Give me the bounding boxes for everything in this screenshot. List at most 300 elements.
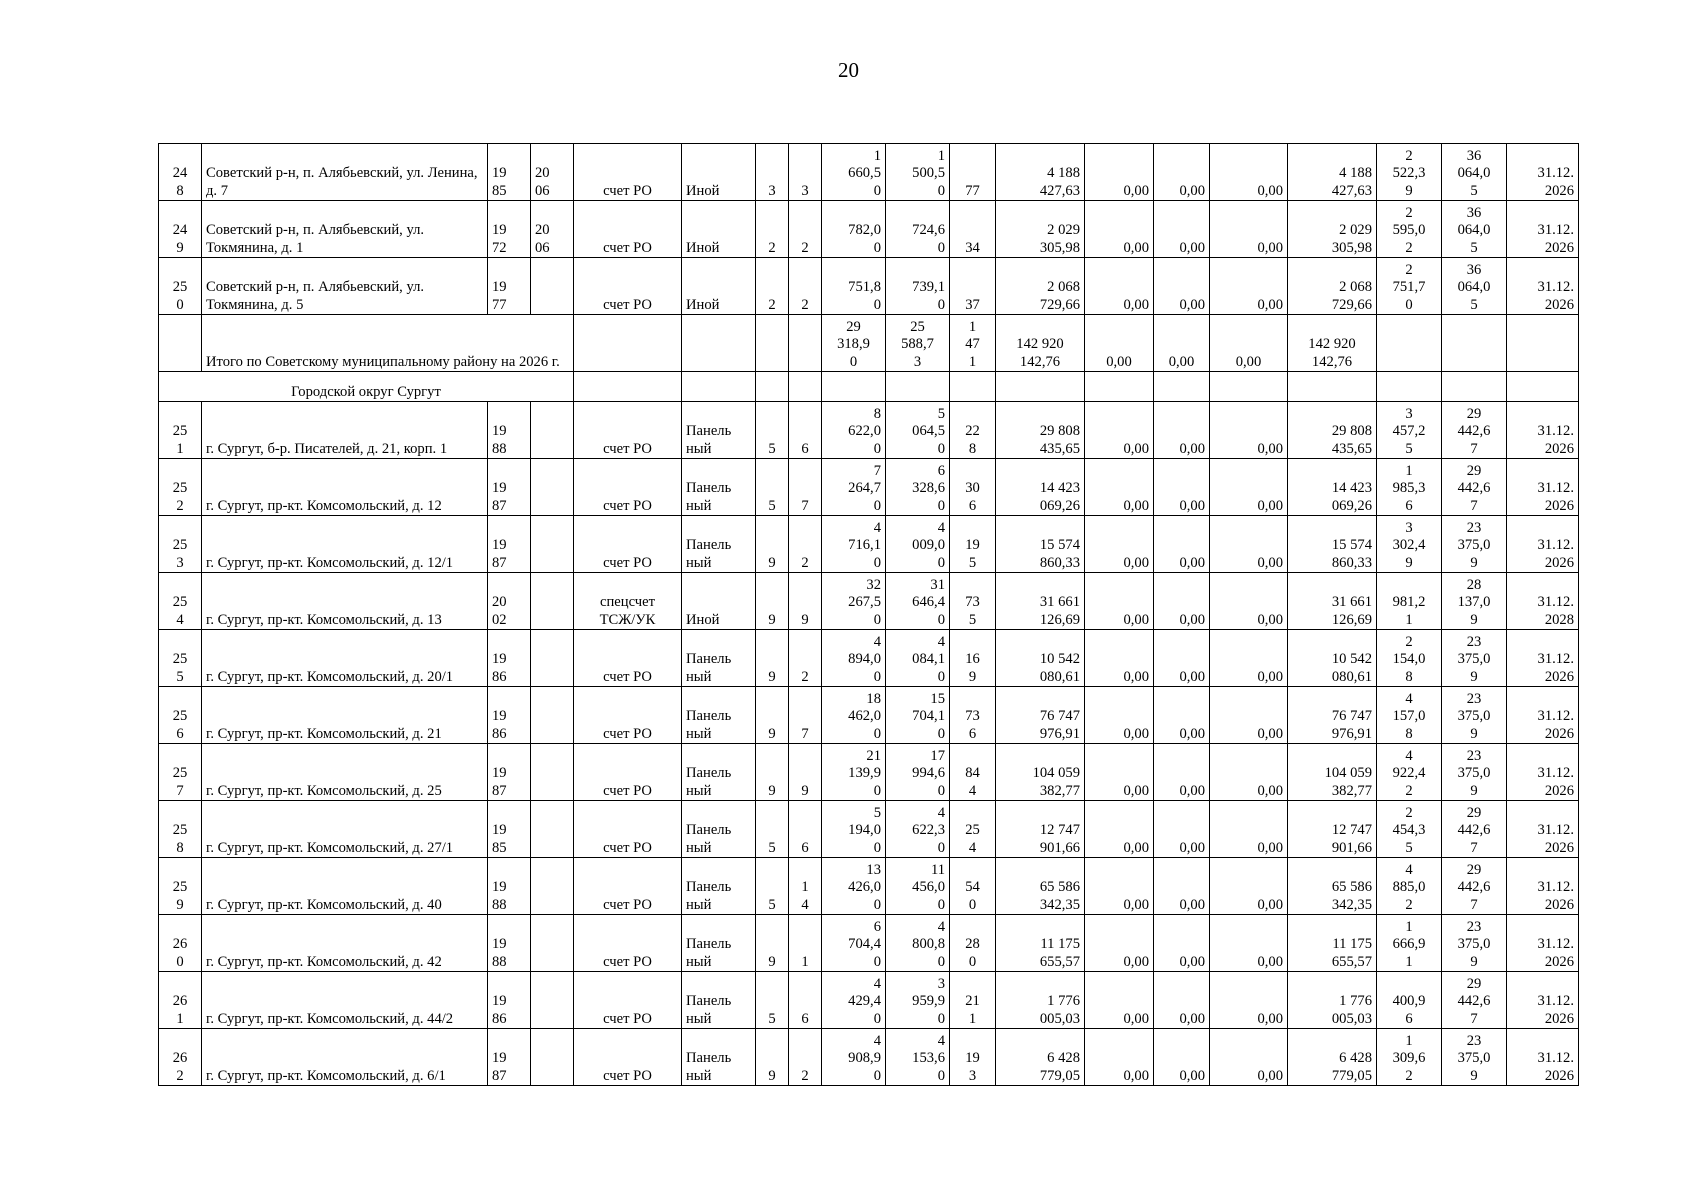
total-area-cell: 751,8 0: [822, 258, 886, 315]
total-area-cell: 8 622,0 0: [822, 402, 886, 459]
cost-regional-cell: 0,00: [1154, 459, 1210, 516]
deadline-cell: 31.12. 2026: [1507, 258, 1579, 315]
table-row: [159, 858, 1579, 915]
year-built-cell: 20 02: [488, 573, 531, 630]
empty-cell: [1210, 372, 1288, 402]
table-row: [159, 1029, 1579, 1086]
unit-cost-cell: 2 522,3 9: [1377, 144, 1442, 201]
unit-cost-limit-cell: 29 442,6 7: [1442, 858, 1507, 915]
row-number-cell: 26 0: [159, 915, 202, 972]
address-cell: Советский р-н, п. Алябьевский, ул. Ленина, д. 7: [202, 144, 488, 201]
cost-total-cell: 10 542 080,61: [996, 630, 1085, 687]
cost-total-cell: 14 423 069,26: [996, 459, 1085, 516]
row-number-cell: 25 7: [159, 744, 202, 801]
cost-owners-cell: 2 029 305,98: [1288, 201, 1377, 258]
year-built-cell: 19 85: [488, 144, 531, 201]
cost-owners-cell: 4 188 427,63: [1288, 144, 1377, 201]
fund-method-cell: счет РО: [574, 516, 682, 573]
year-privatization-cell: [531, 744, 574, 801]
cost-owners-cell: 15 574 860,33: [1288, 516, 1377, 573]
empty-cell: [574, 372, 682, 402]
cost-regional-cell: 0,00: [1154, 801, 1210, 858]
cost-regional-cell: 0,00: [1154, 1029, 1210, 1086]
unit-cost-cell: 3 302,4 9: [1377, 516, 1442, 573]
entrances-cell: 3: [789, 144, 822, 201]
residents-cell: 19 3: [950, 1029, 996, 1086]
deadline-cell: 31.12. 2028: [1507, 573, 1579, 630]
living-area-cell: 739,1 0: [886, 258, 950, 315]
fund-method-cell: счет РО: [574, 915, 682, 972]
unit-cost-cell: 4 922,4 2: [1377, 744, 1442, 801]
floors-cell: 9: [756, 516, 789, 573]
table-row: [159, 744, 1579, 801]
address-cell: г. Сургут, б-р. Писателей, д. 21, корп. 1: [202, 402, 488, 459]
year-privatization-cell: [531, 402, 574, 459]
fund-method-cell: счет РО: [574, 144, 682, 201]
living-area-cell: 4 800,8 0: [886, 915, 950, 972]
floors-cell: 5: [756, 402, 789, 459]
address-cell: г. Сургут, пр-кт. Комсомольский, д. 12/1: [202, 516, 488, 573]
year-privatization-cell: [531, 516, 574, 573]
unit-cost-cell: 3 457,2 5: [1377, 402, 1442, 459]
unit-cost-limit-cell: 36 064,0 5: [1442, 201, 1507, 258]
entrances-cell: 9: [789, 573, 822, 630]
cost-total-cell: 104 059 382,77: [996, 744, 1085, 801]
empty-cell: [682, 372, 756, 402]
year-built-cell: 19 77: [488, 258, 531, 315]
year-privatization-cell: 20 06: [531, 144, 574, 201]
total-row: [159, 315, 1579, 372]
unit-cost-cell: 2 595,0 2: [1377, 201, 1442, 258]
empty-cell: [822, 372, 886, 402]
cost-owners-cell: 10 542 080,61: [1288, 630, 1377, 687]
cost-federal-cell: 0,00: [1085, 630, 1154, 687]
cost-federal-cell: 0,00: [1085, 858, 1154, 915]
empty-cell: [789, 372, 822, 402]
floors-cell: 9: [756, 915, 789, 972]
residents-cell: 16 9: [950, 630, 996, 687]
empty-cell: [996, 372, 1085, 402]
empty-cell: [756, 315, 789, 372]
floors-cell: 9: [756, 687, 789, 744]
row-number-cell: 25 8: [159, 801, 202, 858]
cost-total-cell: 65 586 342,35: [996, 858, 1085, 915]
cost-federal-cell: 0,00: [1085, 402, 1154, 459]
cost-owners-cell: 11 175 655,57: [1288, 915, 1377, 972]
row-number-cell: 25 9: [159, 858, 202, 915]
cost-total-cell: 29 808 435,65: [996, 402, 1085, 459]
wall-material-cell: Панель ный: [682, 801, 756, 858]
entrances-cell: 2: [789, 516, 822, 573]
floors-cell: 9: [756, 573, 789, 630]
entrances-cell: 2: [789, 258, 822, 315]
living-area-cell: 4 084,1 0: [886, 630, 950, 687]
entrances-cell: 6: [789, 402, 822, 459]
entrances-cell: 6: [789, 972, 822, 1029]
unit-cost-cell: 2 454,3 5: [1377, 801, 1442, 858]
residents-cell: 30 6: [950, 459, 996, 516]
address-cell: Советский р-н, п. Алябьевский, ул. Токмянина, д. 1: [202, 201, 488, 258]
year-privatization-cell: 20 06: [531, 201, 574, 258]
year-privatization-cell: [531, 1029, 574, 1086]
cost-federal-cell: 0,00: [1085, 315, 1154, 372]
empty-cell: [1377, 372, 1442, 402]
row-number-cell: 25 6: [159, 687, 202, 744]
deadline-cell: 31.12. 2026: [1507, 801, 1579, 858]
fund-method-cell: счет РО: [574, 801, 682, 858]
year-privatization-cell: [531, 573, 574, 630]
total-area-cell: 6 704,4 0: [822, 915, 886, 972]
deadline-cell: 31.12. 2026: [1507, 687, 1579, 744]
cost-owners-cell: 76 747 976,91: [1288, 687, 1377, 744]
table-row: [159, 573, 1579, 630]
empty-cell: [950, 372, 996, 402]
entrances-cell: 1: [789, 915, 822, 972]
residents-cell: 34: [950, 201, 996, 258]
cost-regional-cell: 0,00: [1154, 258, 1210, 315]
row-number-cell: 25 3: [159, 516, 202, 573]
deadline-cell: 31.12. 2026: [1507, 915, 1579, 972]
floors-cell: 9: [756, 1029, 789, 1086]
cost-federal-cell: 0,00: [1085, 516, 1154, 573]
row-number-cell: 24 8: [159, 144, 202, 201]
fund-method-cell: счет РО: [574, 744, 682, 801]
total-area-cell: 29 318,9 0: [822, 315, 886, 372]
cost-regional-cell: 0,00: [1154, 315, 1210, 372]
fund-method-cell: спецсчет ТСЖ/УК: [574, 573, 682, 630]
empty-cell: [1377, 315, 1442, 372]
cost-federal-cell: 0,00: [1085, 144, 1154, 201]
year-privatization-cell: [531, 630, 574, 687]
cost-total-cell: 1 776 005,03: [996, 972, 1085, 1029]
cost-local-cell: 0,00: [1210, 915, 1288, 972]
cost-owners-cell: 2 068 729,66: [1288, 258, 1377, 315]
address-cell: Советский р-н, п. Алябьевский, ул. Токмянина, д. 5: [202, 258, 488, 315]
total-area-cell: 13 426,0 0: [822, 858, 886, 915]
unit-cost-cell: 2 154,0 8: [1377, 630, 1442, 687]
floors-cell: 2: [756, 258, 789, 315]
row-number-cell: 24 9: [159, 201, 202, 258]
row-number-cell: 25 4: [159, 573, 202, 630]
year-built-cell: 19 72: [488, 201, 531, 258]
total-area-cell: 4 429,4 0: [822, 972, 886, 1029]
empty-cell: [1507, 372, 1579, 402]
cost-regional-cell: 0,00: [1154, 201, 1210, 258]
cost-regional-cell: 0,00: [1154, 915, 1210, 972]
living-area-cell: 5 064,5 0: [886, 402, 950, 459]
year-built-cell: 19 85: [488, 801, 531, 858]
year-built-cell: 19 88: [488, 915, 531, 972]
cost-federal-cell: 0,00: [1085, 258, 1154, 315]
floors-cell: 5: [756, 858, 789, 915]
unit-cost-cell: 4 157,0 8: [1377, 687, 1442, 744]
table-row: [159, 459, 1579, 516]
empty-cell: [886, 372, 950, 402]
page-number: 20: [838, 58, 859, 82]
empty-cell: [1085, 372, 1154, 402]
wall-material-cell: Иной: [682, 573, 756, 630]
cost-federal-cell: 0,00: [1085, 1029, 1154, 1086]
wall-material-cell: Панель ный: [682, 516, 756, 573]
year-built-cell: 19 88: [488, 858, 531, 915]
deadline-cell: 31.12. 2026: [1507, 630, 1579, 687]
cost-owners-cell: 31 661 126,69: [1288, 573, 1377, 630]
cost-owners-cell: 29 808 435,65: [1288, 402, 1377, 459]
floors-cell: 2: [756, 201, 789, 258]
residents-cell: 28 0: [950, 915, 996, 972]
cost-regional-cell: 0,00: [1154, 402, 1210, 459]
row-number-cell: 25 0: [159, 258, 202, 315]
entrances-cell: 2: [789, 630, 822, 687]
entrances-cell: 7: [789, 687, 822, 744]
cost-federal-cell: 0,00: [1085, 573, 1154, 630]
residents-cell: 77: [950, 144, 996, 201]
cost-regional-cell: 0,00: [1154, 858, 1210, 915]
total-area-cell: 5 194,0 0: [822, 801, 886, 858]
living-area-cell: 17 994,6 0: [886, 744, 950, 801]
cost-local-cell: 0,00: [1210, 687, 1288, 744]
section-row: [159, 372, 1579, 402]
table-row: [159, 516, 1579, 573]
wall-material-cell: Панель ный: [682, 858, 756, 915]
fund-method-cell: счет РО: [574, 258, 682, 315]
year-built-cell: 19 87: [488, 516, 531, 573]
wall-material-cell: Панель ный: [682, 1029, 756, 1086]
fund-method-cell: счет РО: [574, 1029, 682, 1086]
cost-owners-cell: 14 423 069,26: [1288, 459, 1377, 516]
fund-method-cell: счет РО: [574, 687, 682, 744]
deadline-cell: 31.12. 2026: [1507, 744, 1579, 801]
unit-cost-cell: 981,2 1: [1377, 573, 1442, 630]
empty-cell: [1288, 372, 1377, 402]
living-area-cell: 31 646,4 0: [886, 573, 950, 630]
entrances-cell: 2: [789, 201, 822, 258]
unit-cost-cell: 4 885,0 2: [1377, 858, 1442, 915]
floors-cell: 5: [756, 801, 789, 858]
wall-material-cell: Панель ный: [682, 972, 756, 1029]
row-number-cell: 26 2: [159, 1029, 202, 1086]
wall-material-cell: Панель ный: [682, 459, 756, 516]
table-row: [159, 402, 1579, 459]
cost-total-cell: 2 068 729,66: [996, 258, 1085, 315]
cost-regional-cell: 0,00: [1154, 573, 1210, 630]
total-area-cell: 4 716,1 0: [822, 516, 886, 573]
year-built-cell: 19 88: [488, 402, 531, 459]
deadline-cell: 31.12. 2026: [1507, 858, 1579, 915]
cost-owners-cell: 1 776 005,03: [1288, 972, 1377, 1029]
wall-material-cell: Панель ный: [682, 402, 756, 459]
entrances-cell: 2: [789, 1029, 822, 1086]
wall-material-cell: Иной: [682, 258, 756, 315]
total-area-cell: 1 660,5 0: [822, 144, 886, 201]
residents-cell: 54 0: [950, 858, 996, 915]
cost-total-cell: 31 661 126,69: [996, 573, 1085, 630]
year-privatization-cell: [531, 687, 574, 744]
residents-cell: 73 5: [950, 573, 996, 630]
year-privatization-cell: [531, 915, 574, 972]
row-number-cell: 25 1: [159, 402, 202, 459]
row-number-cell: 26 1: [159, 972, 202, 1029]
year-privatization-cell: [531, 459, 574, 516]
table-row: [159, 972, 1579, 1029]
unit-cost-limit-cell: 23 375,0 9: [1442, 744, 1507, 801]
total-area-cell: 7 264,7 0: [822, 459, 886, 516]
cost-owners-cell: 104 059 382,77: [1288, 744, 1377, 801]
address-cell: г. Сургут, пр-кт. Комсомольский, д. 20/1: [202, 630, 488, 687]
cost-total-cell: 142 920 142,76: [996, 315, 1085, 372]
empty-cell: [574, 315, 682, 372]
address-cell: г. Сургут, пр-кт. Комсомольский, д. 27/1: [202, 801, 488, 858]
unit-cost-limit-cell: 23 375,0 9: [1442, 1029, 1507, 1086]
living-area-cell: 724,6 0: [886, 201, 950, 258]
cost-local-cell: 0,00: [1210, 972, 1288, 1029]
deadline-cell: 31.12. 2026: [1507, 402, 1579, 459]
deadline-cell: 31.12. 2026: [1507, 972, 1579, 1029]
total-label-cell: Итого по Советскому муниципальному району на 2026 г.: [202, 315, 574, 372]
cost-regional-cell: 0,00: [1154, 972, 1210, 1029]
unit-cost-limit-cell: 29 442,6 7: [1442, 972, 1507, 1029]
cost-local-cell: 0,00: [1210, 1029, 1288, 1086]
unit-cost-cell: 1 985,3 6: [1377, 459, 1442, 516]
cost-total-cell: 15 574 860,33: [996, 516, 1085, 573]
entrances-cell: 9: [789, 744, 822, 801]
row-number-cell: 25 2: [159, 459, 202, 516]
cost-local-cell: 0,00: [1210, 201, 1288, 258]
unit-cost-limit-cell: 23 375,0 9: [1442, 915, 1507, 972]
deadline-cell: 31.12. 2026: [1507, 459, 1579, 516]
cost-local-cell: 0,00: [1210, 801, 1288, 858]
table-row: [159, 630, 1579, 687]
floors-cell: 9: [756, 630, 789, 687]
living-area-cell: 6 328,6 0: [886, 459, 950, 516]
cost-local-cell: 0,00: [1210, 258, 1288, 315]
residents-cell: 21 1: [950, 972, 996, 1029]
table-row: [159, 201, 1579, 258]
total-area-cell: 4 894,0 0: [822, 630, 886, 687]
cost-local-cell: 0,00: [1210, 573, 1288, 630]
cost-owners-cell: 142 920 142,76: [1288, 315, 1377, 372]
cost-local-cell: 0,00: [1210, 315, 1288, 372]
floors-cell: 5: [756, 972, 789, 1029]
wall-material-cell: Панель ный: [682, 915, 756, 972]
address-cell: г. Сургут, пр-кт. Комсомольский, д. 42: [202, 915, 488, 972]
unit-cost-limit-cell: 23 375,0 9: [1442, 687, 1507, 744]
unit-cost-cell: 1 666,9 1: [1377, 915, 1442, 972]
cost-federal-cell: 0,00: [1085, 972, 1154, 1029]
empty-cell: [1154, 372, 1210, 402]
residents-cell: 22 8: [950, 402, 996, 459]
fund-method-cell: счет РО: [574, 972, 682, 1029]
cost-federal-cell: 0,00: [1085, 201, 1154, 258]
row-number-cell: 25 5: [159, 630, 202, 687]
residents-cell: 37: [950, 258, 996, 315]
table-row: [159, 258, 1579, 315]
residents-cell: 25 4: [950, 801, 996, 858]
year-built-cell: 19 86: [488, 687, 531, 744]
deadline-cell: 31.12. 2026: [1507, 1029, 1579, 1086]
cost-owners-cell: 65 586 342,35: [1288, 858, 1377, 915]
residents-cell: 73 6: [950, 687, 996, 744]
cost-federal-cell: 0,00: [1085, 801, 1154, 858]
wall-material-cell: Иной: [682, 144, 756, 201]
deadline-cell: 31.12. 2026: [1507, 144, 1579, 201]
deadline-cell: 31.12. 2026: [1507, 201, 1579, 258]
unit-cost-cell: 2 751,7 0: [1377, 258, 1442, 315]
wall-material-cell: Иной: [682, 201, 756, 258]
cost-regional-cell: 0,00: [1154, 516, 1210, 573]
cost-total-cell: 76 747 976,91: [996, 687, 1085, 744]
fund-method-cell: счет РО: [574, 858, 682, 915]
year-privatization-cell: [531, 801, 574, 858]
wall-material-cell: Панель ный: [682, 687, 756, 744]
unit-cost-limit-cell: 29 442,6 7: [1442, 801, 1507, 858]
total-area-cell: 18 462,0 0: [822, 687, 886, 744]
cost-federal-cell: 0,00: [1085, 459, 1154, 516]
cost-total-cell: 2 029 305,98: [996, 201, 1085, 258]
living-area-cell: 4 009,0 0: [886, 516, 950, 573]
address-cell: г. Сургут, пр-кт. Комсомольский, д. 40: [202, 858, 488, 915]
cost-total-cell: 12 747 901,66: [996, 801, 1085, 858]
year-built-cell: 19 87: [488, 1029, 531, 1086]
cost-local-cell: 0,00: [1210, 744, 1288, 801]
total-area-cell: 32 267,5 0: [822, 573, 886, 630]
empty-cell: [159, 315, 202, 372]
year-privatization-cell: [531, 258, 574, 315]
address-cell: г. Сургут, пр-кт. Комсомольский, д. 21: [202, 687, 488, 744]
total-area-cell: 4 908,9 0: [822, 1029, 886, 1086]
total-area-cell: 782,0 0: [822, 201, 886, 258]
cost-federal-cell: 0,00: [1085, 915, 1154, 972]
unit-cost-cell: 1 309,6 2: [1377, 1029, 1442, 1086]
fund-method-cell: счет РО: [574, 402, 682, 459]
cost-local-cell: 0,00: [1210, 858, 1288, 915]
total-area-cell: 21 139,9 0: [822, 744, 886, 801]
table-row: [159, 801, 1579, 858]
floors-cell: 5: [756, 459, 789, 516]
fund-method-cell: счет РО: [574, 201, 682, 258]
residents-cell: 19 5: [950, 516, 996, 573]
deadline-cell: 31.12. 2026: [1507, 516, 1579, 573]
cost-regional-cell: 0,00: [1154, 630, 1210, 687]
residents-cell: 1 47 1: [950, 315, 996, 372]
unit-cost-limit-cell: 36 064,0 5: [1442, 144, 1507, 201]
cost-federal-cell: 0,00: [1085, 744, 1154, 801]
table-row: [159, 687, 1579, 744]
cost-owners-cell: 12 747 901,66: [1288, 801, 1377, 858]
floors-cell: 9: [756, 744, 789, 801]
living-area-cell: 15 704,1 0: [886, 687, 950, 744]
living-area-cell: 11 456,0 0: [886, 858, 950, 915]
address-cell: г. Сургут, пр-кт. Комсомольский, д. 44/2: [202, 972, 488, 1029]
empty-cell: [1442, 372, 1507, 402]
unit-cost-limit-cell: 29 442,6 7: [1442, 402, 1507, 459]
cost-local-cell: 0,00: [1210, 402, 1288, 459]
cost-regional-cell: 0,00: [1154, 144, 1210, 201]
empty-cell: [1507, 315, 1579, 372]
address-cell: г. Сургут, пр-кт. Комсомольский, д. 6/1: [202, 1029, 488, 1086]
wall-material-cell: Панель ный: [682, 630, 756, 687]
year-built-cell: 19 87: [488, 459, 531, 516]
empty-cell: [789, 315, 822, 372]
cost-total-cell: 4 188 427,63: [996, 144, 1085, 201]
wall-material-cell: Панель ный: [682, 744, 756, 801]
cost-regional-cell: 0,00: [1154, 687, 1210, 744]
empty-cell: [756, 372, 789, 402]
living-area-cell: 3 959,9 0: [886, 972, 950, 1029]
entrances-cell: 6: [789, 801, 822, 858]
year-built-cell: 19 86: [488, 630, 531, 687]
section-title-cell: Городской округ Сургут: [159, 372, 574, 402]
